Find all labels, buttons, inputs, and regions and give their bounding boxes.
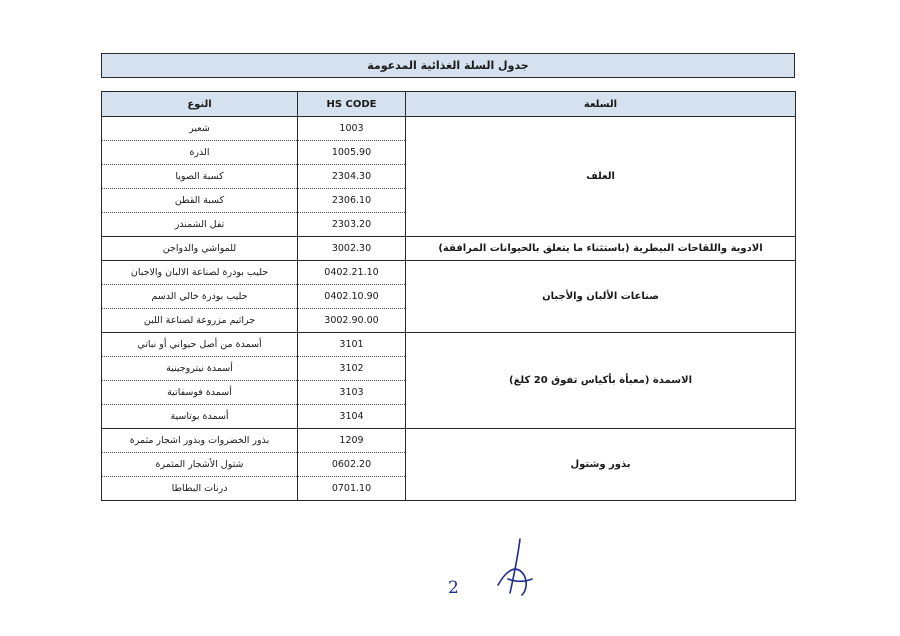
header-hs-code: HS CODE	[298, 92, 406, 117]
type-cell: بذور الخضروات وبذور اشجار مثمرة	[102, 429, 298, 453]
page-number: 2	[448, 578, 459, 598]
hs-code-cell: 0402.21.10	[298, 261, 406, 285]
hs-code-cell: 3002.30	[298, 237, 406, 261]
hs-code-cell: 1209	[298, 429, 406, 453]
table-row	[102, 117, 796, 141]
commodity-cell: الادوية واللقاحات البيطرية (باستثناء ما يتعلق بالحيوانات المرافقة)	[406, 237, 796, 261]
table-row	[102, 429, 796, 453]
type-cell: أسمدة نيتروجينية	[102, 357, 298, 381]
hs-code-cell: 0701.10	[298, 477, 406, 501]
type-cell: تفل الشمندر	[102, 213, 298, 237]
hs-code-cell: 3101	[298, 333, 406, 357]
commodity-cell: العلف	[406, 117, 796, 237]
type-cell: أسمدة من أصل حيواني أو نباتي	[102, 333, 298, 357]
header-commodity: السلعة	[406, 92, 796, 117]
handwritten-signature	[468, 535, 548, 605]
type-cell: حليب بودرة خالي الدسم	[102, 285, 298, 309]
type-cell: شتول الأشجار المثمرة	[102, 453, 298, 477]
table-title: جدول السلة الغذائية المدعومة	[101, 53, 795, 78]
header-type: النوع	[102, 92, 298, 117]
hs-code-cell: 3103	[298, 381, 406, 405]
type-cell: أسمدة بوتاسية	[102, 405, 298, 429]
commodity-cell: صناعات الألبان والأجبان	[406, 261, 796, 333]
hs-code-cell: 1003	[298, 117, 406, 141]
type-cell: حليب بودرة لصناعة الالبان والاجبان	[102, 261, 298, 285]
type-cell: الذرة	[102, 141, 298, 165]
commodity-cell: الاسمدة (معبأة بأكياس تفوق 20 كلغ)	[406, 333, 796, 429]
type-cell: للمواشي والدواجن	[102, 237, 298, 261]
type-cell: كسبة القطن	[102, 189, 298, 213]
type-cell: شعير	[102, 117, 298, 141]
hs-code-cell: 2303.20	[298, 213, 406, 237]
type-cell: أسمدة فوسفاتية	[102, 381, 298, 405]
hs-code-cell: 3102	[298, 357, 406, 381]
table-row	[102, 333, 796, 357]
commodity-cell: بذور وشتول	[406, 429, 796, 501]
table-row	[102, 261, 796, 285]
header-row	[102, 92, 796, 117]
hs-code-cell: 2306.10	[298, 189, 406, 213]
hs-code-cell: 3002.90.00	[298, 309, 406, 333]
type-cell: جراثيم مزروعة لصناعة اللبن	[102, 309, 298, 333]
hs-code-cell: 0602.20	[298, 453, 406, 477]
type-cell: كسبة الصويا	[102, 165, 298, 189]
subsidized-basket-table	[101, 91, 796, 501]
hs-code-cell: 0402.10.90	[298, 285, 406, 309]
hs-code-cell: 1005.90	[298, 141, 406, 165]
type-cell: درنات البطاطا	[102, 477, 298, 501]
table-row	[102, 237, 796, 261]
hs-code-cell: 3104	[298, 405, 406, 429]
hs-code-cell: 2304.30	[298, 165, 406, 189]
